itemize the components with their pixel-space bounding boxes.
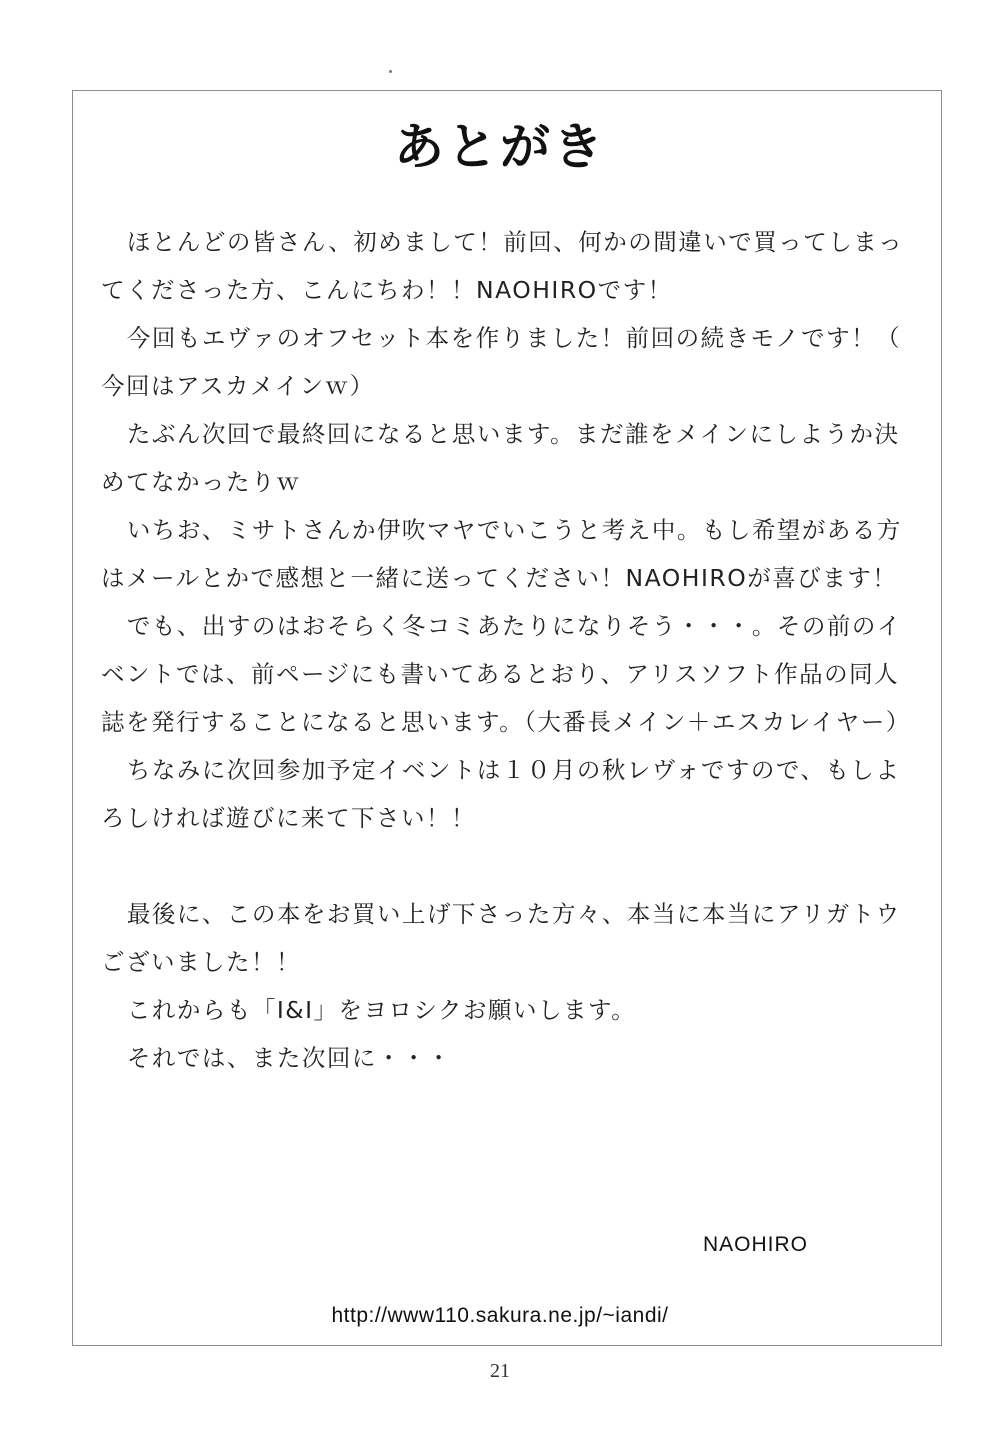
paragraph-next-issue: たぶん次回で最終回になると思います。まだ誰をメインにしようか決めてなかったりｗ	[101, 420, 900, 496]
paragraph-requests: いちお、ミサトさんか伊吹マヤでいこうと考え中。もし希望がある方はメールとかで感想と一緒に送ってください！NAOHIROが喜びます！	[101, 516, 902, 592]
paragraph-greeting: ほとんどの皆さん、初めまして！前回、何かの間違いで買ってしまってくださった方、こんにちわ！！NAOHIROです！	[101, 228, 904, 304]
paragraph-farewell: それでは、また次回に・・・	[126, 1044, 452, 1072]
website-url: http://www110.sakura.ne.jp/~iandi/	[331, 1304, 669, 1327]
paragraph-release-plans: でも、出すのはおそらく冬コミあたりになりそう・・・。その前のイベントでは、前ページにも書いてあるとおり、アリスソフト作品の同人誌を発行することになると思います。（大番長メイン＋エスカレイヤー）	[101, 612, 911, 736]
paragraph-thanks: 最後に、この本をお買い上げ下さった方々、本当に本当にアリガトウございました！！	[101, 900, 901, 976]
page-number: 21	[490, 1360, 510, 1382]
author-signature: NAOHIRO	[703, 1233, 809, 1256]
paragraph-circle-regards: これからも「I&I」をヨロシクお願いします。	[126, 996, 637, 1024]
paper-speck	[389, 70, 392, 73]
afterword-body	[101, 218, 923, 1082]
page-title: あとがき	[394, 118, 606, 176]
paragraph-next-event: ちなみに次回参加予定イベントは１０月の秋レヴォですので、もしよろしければ遊びに来て下さい！！	[101, 756, 901, 832]
paragraph-this-issue: 今回もエヴァのオフセット本を作りました！前回の続きモノです！（今回はアスカメインｗ）	[101, 324, 902, 400]
